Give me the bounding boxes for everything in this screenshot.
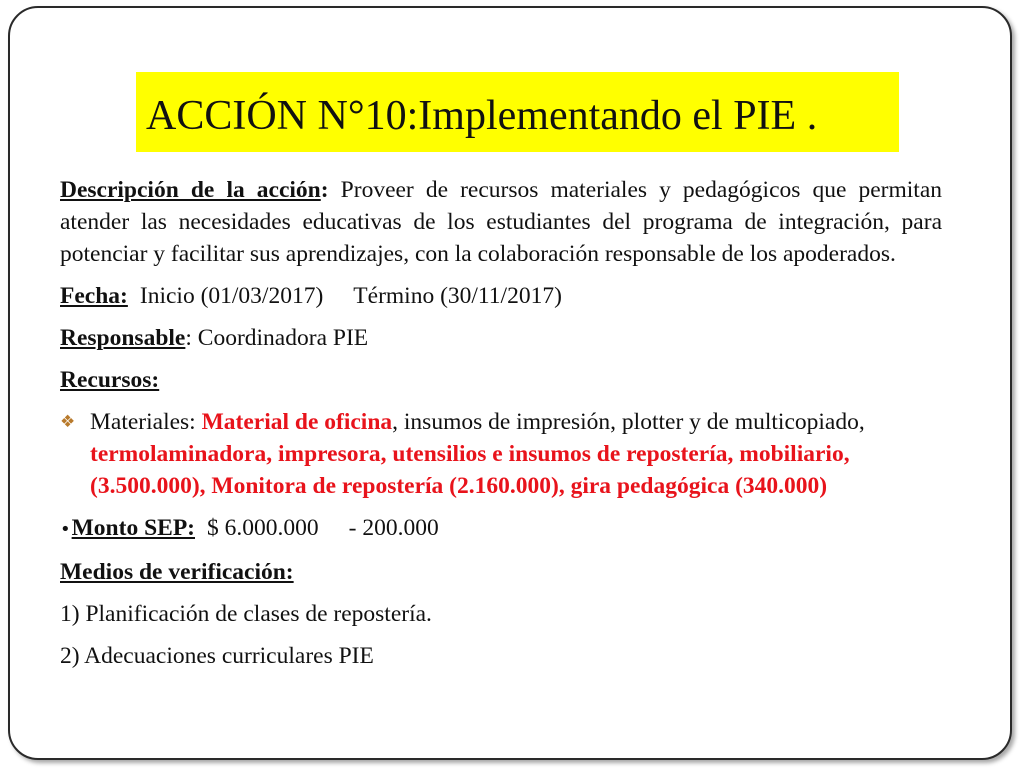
recursos-label: Recursos: xyxy=(60,367,160,393)
materiales-text xyxy=(90,406,942,502)
fecha-termino: Término (30/11/2017) xyxy=(353,283,562,309)
materiales-item xyxy=(60,406,942,502)
description-paragraph xyxy=(60,174,942,270)
fecha-label: Fecha: xyxy=(60,283,128,309)
responsable-line xyxy=(60,322,942,354)
description-label: Descripción de la acción xyxy=(60,177,321,203)
responsable-value: : Coordinadora PIE xyxy=(185,325,369,351)
medios-label: Medios de verificación: xyxy=(60,559,294,585)
slide-content xyxy=(60,174,942,672)
monto-label: Monto SEP: xyxy=(71,515,195,541)
medios-item-2: 2) Adecuaciones curriculares PIE xyxy=(60,643,374,669)
diamond-bullet-icon: ❖ xyxy=(60,412,76,432)
materiales-red-1: Material de oficina xyxy=(201,409,393,435)
monto-amount: $ 6.000.000 xyxy=(207,515,319,541)
description-text: Proveer de recursos materiales y pedagógicos que permitan atender las necesidades educativas de los estudiantes del programa de integración, para potenciar y facilitar sus aprendizajes, con la colaboración responsable de los apoderados. xyxy=(60,177,943,267)
fecha-inicio: Inicio (01/03/2017) xyxy=(139,283,324,309)
slide-title: ACCIÓN N°10:Implementando el PIE . xyxy=(146,93,818,139)
fecha-line xyxy=(60,280,942,312)
monto-line xyxy=(60,512,942,546)
materiales-mid: , insumos de impresión, plotter y de multicopiado, xyxy=(392,409,865,435)
monto-minus: - 200.000 xyxy=(348,515,439,541)
medios-item-1: 1) Planificación de clases de repostería. xyxy=(60,601,432,627)
materiales-prefix: Materiales: xyxy=(90,409,202,435)
medios-line xyxy=(60,556,942,588)
responsable-label: Responsable xyxy=(60,325,186,351)
dot-bullet-icon: • xyxy=(60,519,71,540)
title-box xyxy=(136,72,899,152)
recursos-line xyxy=(60,364,942,396)
description-colon: : xyxy=(320,177,329,203)
materiales-red-2: termolaminadora, impresora, utensilios e insumos de repostería, mobiliario, (3.500.000), Monitora de repostería (2.160.000), gira pedagógica (340.000) xyxy=(90,441,850,499)
